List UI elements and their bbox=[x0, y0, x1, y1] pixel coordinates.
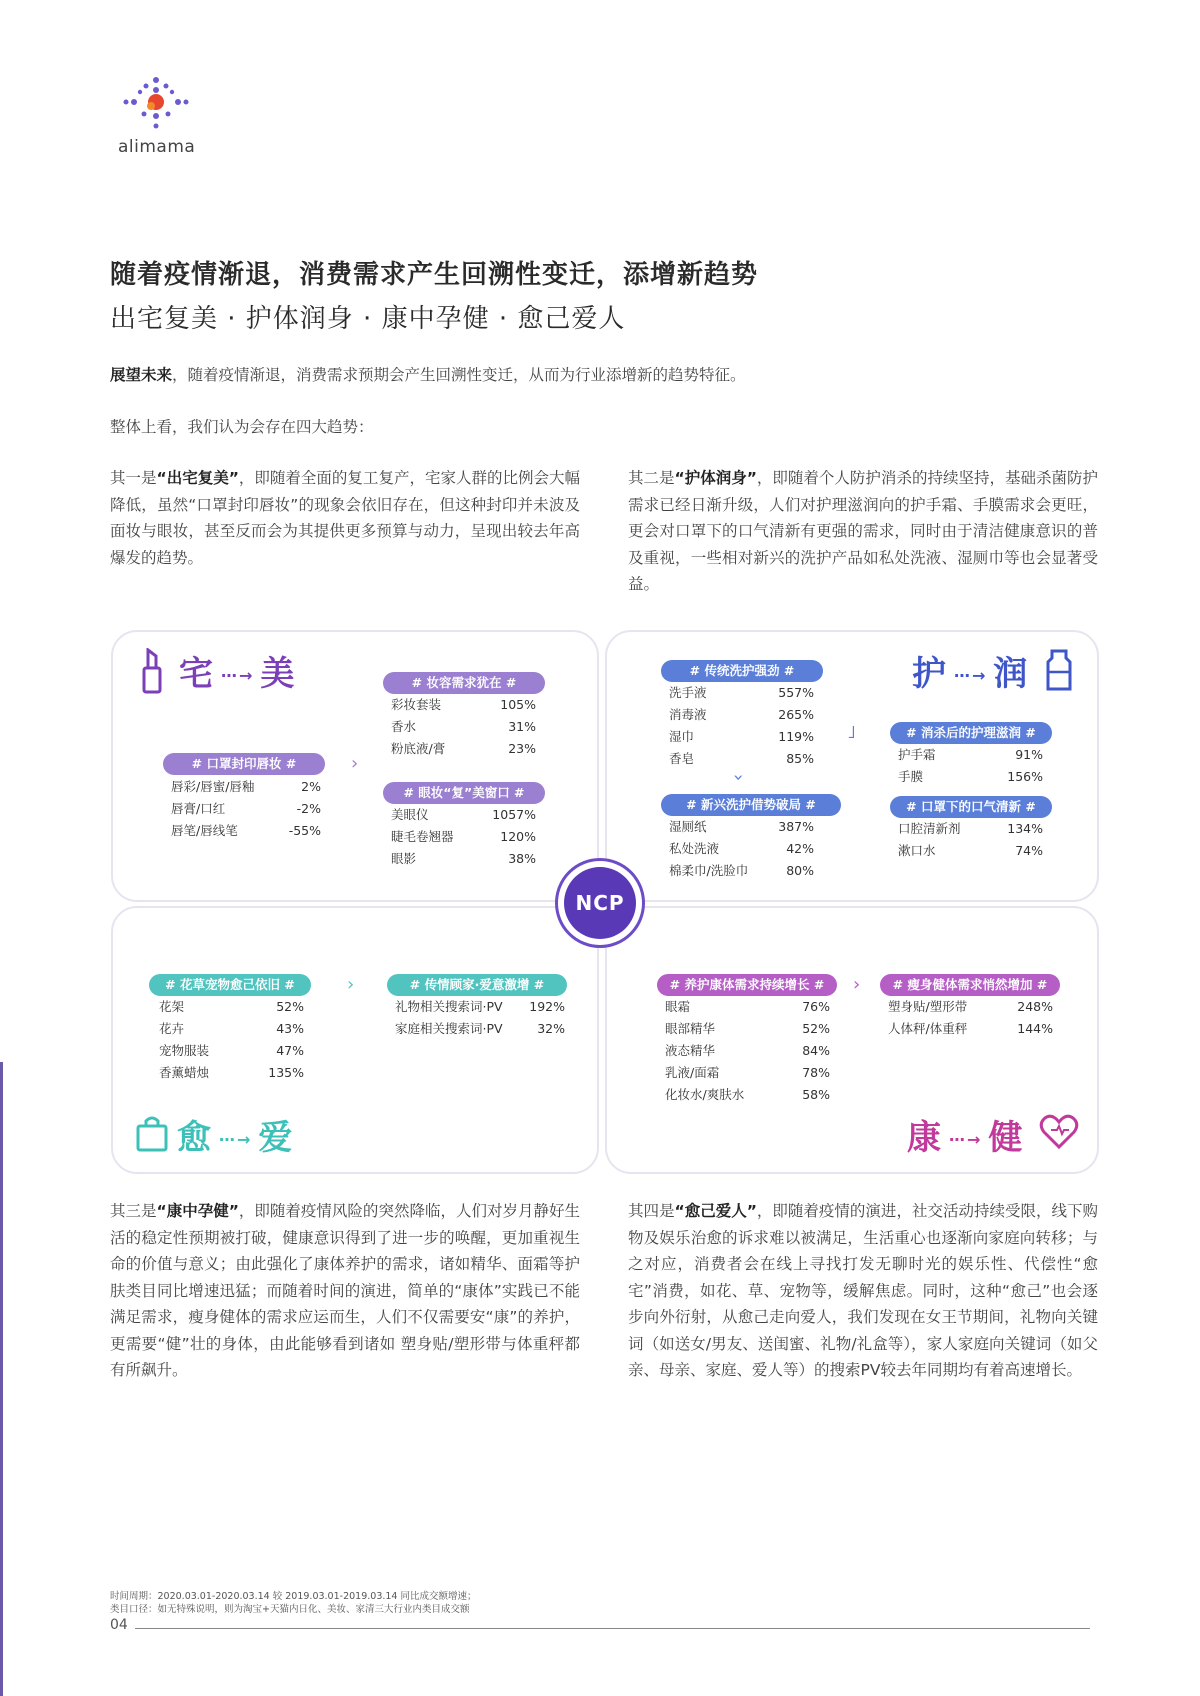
list-item: 洗手液 557% bbox=[669, 685, 814, 700]
heart-icon bbox=[1039, 1114, 1079, 1150]
quadrant-title-health-fit bbox=[907, 1110, 1024, 1159]
tag-body-care: # 养护康体需求持续增长 # bbox=[657, 974, 837, 996]
trend-paragraph-3 bbox=[110, 1198, 580, 1384]
footnote-period: 时间周期：2020.03.01-2020.03.14 较 2019.03.01-2019.03.14 同比成交额增速； bbox=[110, 1591, 477, 1602]
title-char-a: 愈 bbox=[177, 1118, 213, 1158]
tag-traditional-wash: # 传统洗护强劲 # bbox=[661, 660, 823, 682]
para3-pre: 其三是 bbox=[110, 1202, 157, 1220]
list-item: 消毒液 265% bbox=[669, 707, 814, 722]
title-char-b: 健 bbox=[988, 1118, 1025, 1158]
tag-lip-sealed: # 口罩封印唇妆 # bbox=[163, 753, 325, 775]
tag-slim-fit: # 瘦身健体需求悄然增加 # bbox=[880, 974, 1060, 996]
list-item: 花卉 43% bbox=[159, 1021, 304, 1036]
title-char-b: 美 bbox=[260, 654, 297, 694]
list-item: 礼物相关搜索词·PV 192% bbox=[395, 999, 565, 1014]
list-item: 护手霜 91% bbox=[898, 747, 1043, 762]
brand-name: alimama bbox=[118, 137, 196, 157]
list-new-wash bbox=[669, 816, 814, 882]
list-item: 漱口水 74% bbox=[898, 843, 1043, 858]
title-char-a: 宅 bbox=[179, 654, 215, 694]
list-item: 眼影 38% bbox=[391, 851, 536, 866]
trend-paragraph-2 bbox=[628, 465, 1098, 598]
list-body-care bbox=[665, 996, 830, 1106]
trend-paragraph-1 bbox=[110, 465, 580, 571]
title-char-b: 润 bbox=[993, 654, 1030, 694]
tag-after-disinfect-care: # 消杀后的护理滋润 # bbox=[890, 722, 1052, 744]
para4-bold: “愈己爱人” bbox=[674, 1202, 757, 1220]
title-arrow: ⋯→ bbox=[949, 1130, 983, 1149]
list-item: 粉底液/膏 23% bbox=[391, 741, 536, 756]
para3-bold: “康中孕健” bbox=[156, 1202, 239, 1220]
quadrant-title-home-beauty bbox=[179, 646, 296, 695]
list-item: 眼部精华 52% bbox=[665, 1021, 830, 1036]
list-item: 化妆水/爽肤水 58% bbox=[665, 1087, 830, 1102]
list-item: 家庭相关搜索词·PV 32% bbox=[395, 1021, 565, 1036]
list-item: 湿厕纸 387% bbox=[669, 819, 814, 834]
para2-text: ，即随着个人防护消杀的持续坚持，基础杀菌防护需求已经日渐升级，人们对护理滋润向的护手霜、手膜需求会更旺，更会对口罩下的口气清新有更强的需求，同时由于清洁健康意识的普及重视，一些相对新兴的洗护产品如私处洗液、湿厕巾等也会显著受益。 bbox=[628, 469, 1098, 593]
list-item: 彩妆套装 105% bbox=[391, 697, 536, 712]
list-item: 塑身贴/塑形带 248% bbox=[888, 999, 1053, 1014]
list-item: 乳液/面霜 78% bbox=[665, 1065, 830, 1080]
list-item: 美眼仪 1057% bbox=[391, 807, 536, 822]
quadrant-title-protect-moisture bbox=[912, 646, 1029, 695]
para4-text: ，即随着疫情的演进，社交活动持续受限，线下购物及娱乐治愈的诉求难以被满足，生活重心也逐渐向家庭向转移；与之对应，消费者会在线上寻找打发无聊时光的娱乐性、代偿性“愈宅”消费，如花、草、宠物等，缓解焦虑。同时，这种“愈己”也会逐步向外衍射，从愈己走向爱人，我们发现在女王节期间，礼物向关键词（如送女/男友、送闺蜜、礼物/礼盒等），家人家庭向关键词（如父亲、母亲、家庭、爱人等）的搜索PV较去年同期均有着高速增长。 bbox=[628, 1202, 1098, 1379]
para1-pre: 其一是 bbox=[110, 469, 157, 487]
trend-paragraph-4 bbox=[628, 1198, 1098, 1384]
quadrant-title-heal-love bbox=[177, 1110, 294, 1159]
list-traditional-wash bbox=[669, 682, 814, 770]
list-family-love bbox=[395, 996, 565, 1040]
title-arrow: ⋯→ bbox=[221, 666, 255, 685]
shopping-bag-icon bbox=[135, 1114, 169, 1152]
list-item: 人体秤/体重秤 144% bbox=[888, 1021, 1053, 1036]
lipstick-icon bbox=[141, 648, 165, 694]
quadrant-heal-love bbox=[111, 906, 599, 1174]
title-arrow: ⋯→ bbox=[219, 1130, 253, 1149]
footnote-category: 类目口径：如无特殊说明，则为淘宝+天猫内日化、美妆、家清三大行业内类目成交额 bbox=[110, 1604, 470, 1615]
title-arrow: ⋯→ bbox=[954, 666, 988, 685]
tag-eye-window: # 眼妆“复”美窗口 # bbox=[383, 782, 545, 804]
tag-makeup-need: # 妆容需求犹在 # bbox=[383, 672, 545, 694]
list-item: 口腔清新剂 134% bbox=[898, 821, 1043, 836]
lotion-bottle-icon bbox=[1042, 648, 1076, 692]
chevron-right-icon: › bbox=[853, 974, 861, 995]
list-lip bbox=[171, 776, 321, 842]
para2-pre: 其二是 bbox=[628, 469, 675, 487]
chevron-down-icon: › bbox=[728, 773, 750, 782]
tag-new-wash: # 新兴洗护借势破局 # bbox=[661, 794, 841, 816]
ncp-center-badge bbox=[555, 858, 645, 948]
list-item: 唇膏/口红 -2% bbox=[171, 801, 321, 816]
list-item: 液态精华 84% bbox=[665, 1043, 830, 1058]
tag-flower-pet: # 花草宠物愈己依旧 # bbox=[149, 974, 311, 996]
list-eye bbox=[391, 804, 536, 870]
list-item: 香薰蜡烛 135% bbox=[159, 1065, 304, 1080]
list-item: 睫毛卷翘器 120% bbox=[391, 829, 536, 844]
list-item: 湿巾 119% bbox=[669, 729, 814, 744]
list-item: 棉柔巾/洗脸巾 80% bbox=[669, 863, 814, 878]
list-item: 眼霜 76% bbox=[665, 999, 830, 1014]
para4-pre: 其四是 bbox=[628, 1202, 675, 1220]
tag-breath-fresh: # 口罩下的口气清新 # bbox=[890, 796, 1052, 818]
list-flower-pet bbox=[159, 996, 304, 1084]
list-item: 私处洗液 42% bbox=[669, 841, 814, 856]
intro-text: ，随着疫情渐退，消费需求预期会产生回溯性变迁，从而为行业添增新的趋势特征。 bbox=[172, 366, 746, 384]
list-item: 香水 31% bbox=[391, 719, 536, 734]
page-number: 04 bbox=[110, 1617, 128, 1633]
quadrant-home-beauty bbox=[111, 630, 599, 902]
para1-bold: “出宅复美” bbox=[156, 469, 239, 487]
list-item: 唇笔/唇线笔 -55% bbox=[171, 823, 321, 838]
quadrant-health-fit bbox=[605, 906, 1099, 1174]
title-char-a: 护 bbox=[912, 654, 948, 694]
list-item: 手膜 156% bbox=[898, 769, 1043, 784]
chevron-corner-icon: ˩ bbox=[847, 722, 856, 743]
quadrant-protect-moisture bbox=[605, 630, 1099, 902]
para2-bold: “护体润身” bbox=[674, 469, 757, 487]
footer-divider bbox=[135, 1628, 1090, 1629]
para1-text: ，即随着全面的复工复产，宅家人群的比例会大幅降低，虽然“口罩封印唇妆”的现象会依旧存在，但这种封印并未波及面妆与眼妆，甚至反而会为其提供更多预算与动力，呈现出较去年高爆发的趋势。 bbox=[110, 469, 580, 567]
list-slim-fit bbox=[888, 996, 1053, 1040]
list-makeup bbox=[391, 694, 536, 760]
page-subhead: 出宅复美 · 护体润身 · 康中孕健 · 愈己爱人 bbox=[110, 304, 626, 334]
intro-bold: 展望未来 bbox=[110, 366, 173, 384]
list-after-disinfect-care bbox=[898, 744, 1043, 788]
intro-paragraph bbox=[110, 362, 1100, 389]
title-char-b: 爱 bbox=[258, 1118, 295, 1158]
title-char-a: 康 bbox=[907, 1118, 943, 1158]
chevron-right-icon: › bbox=[347, 974, 355, 995]
list-item: 唇彩/唇蜜/唇釉 2% bbox=[171, 779, 321, 794]
list-item: 宠物服装 47% bbox=[159, 1043, 304, 1058]
chevron-right-icon: › bbox=[351, 753, 359, 774]
list-breath-fresh bbox=[898, 818, 1043, 862]
para3-text: ，即随着疫情风险的突然降临，人们对岁月静好生活的稳定性预期被打破，健康意识得到了进一步的唤醒，更加重视生命的价值与意义；由此强化了康体养护的需求，诸如精华、面霜等护肤类目同比增速迅猛；而随着时间的演进，简单的“康体”实践已不能满足需求，瘦身健体的需求应运而生，人们不仅需要安“康”的养护，更需要“健”壮的身体，由此能够看到诸如 塑身贴/塑形带与体重秤都有所飙升。 bbox=[110, 1202, 580, 1379]
page-headline: 随着疫情渐退，消费需求产生回溯性变迁，添增新趋势 bbox=[110, 260, 759, 290]
overall-paragraph: 整体上看，我们认为会存在四大趋势： bbox=[110, 418, 374, 436]
list-item: 香皂 85% bbox=[669, 751, 814, 766]
ncp-label: NCP bbox=[564, 867, 636, 939]
list-item: 花架 52% bbox=[159, 999, 304, 1014]
tag-family-love: # 传情顾家·爱意激增 # bbox=[387, 974, 567, 996]
left-accent-bar bbox=[0, 1062, 3, 1696]
